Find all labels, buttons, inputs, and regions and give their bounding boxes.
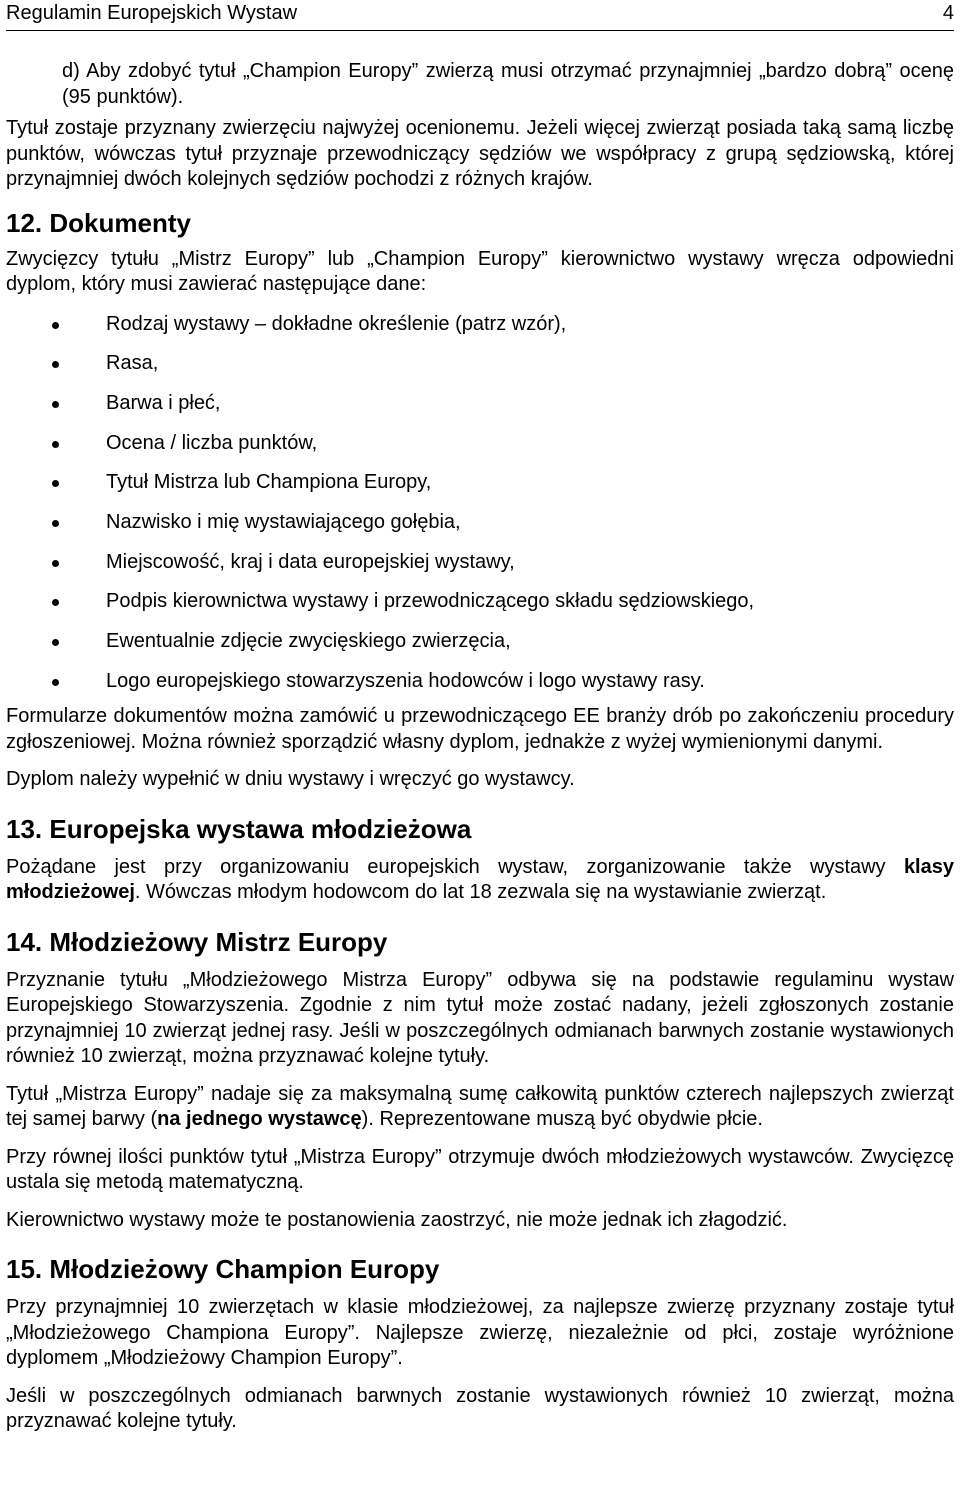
- page-header: [6, 0, 954, 31]
- list-item: Rodzaj wystawy – dokładne określenie (patrz wzór),: [6, 312, 954, 338]
- bullet-icon: [52, 441, 59, 448]
- document-title: Regulamin Europejskich Wystaw: [6, 2, 298, 24]
- section-14-paragraph-4: Kierownictwo wystawy może te postanowienia zaostrzyć, nie może jednak ich złagodzić.: [6, 1208, 788, 1231]
- list-item: Miejscowość, kraj i data europejskiej wystawy,: [6, 550, 954, 576]
- bullet-icon: [52, 599, 59, 606]
- section-14-paragraph-1: Przyznanie tytułu „Młodzieżowego Mistrza Europy” odbywa się na podstawie regulaminu wystaw Europejskiego Stowarzyszenia. Zgodnie z nim tytuł może zostać nadany, jeżeli zgłoszonych zostanie przynajmniej 10 zwierząt jednej rasy. Jeśli w poszczególnych odmianach barwnych zostanie wystawionych również 10 zwierząt, można przyznawać kolejne tytuły.: [6, 968, 954, 1068]
- section-13-heading: 13. Europejska wystawa młodzieżowa: [6, 813, 472, 844]
- list-item: Ewentualnie zdjęcie zwycięskiego zwierzęcia,: [6, 629, 954, 655]
- section-14-heading: 14. Młodzieżowy Mistrz Europy: [6, 926, 388, 957]
- bullet-icon: [52, 679, 59, 686]
- bullet-icon: [52, 520, 59, 527]
- section-14-paragraph-3: Przy równej ilości punktów tytuł „Mistrza Europy” otrzymuje dwóch młodzieżowych wystawców. Zwycięzcę ustala się metodą matematyczną.: [6, 1145, 954, 1194]
- bullet-icon: [52, 560, 59, 567]
- document-body: [6, 59, 954, 1435]
- list-item: Barwa i płeć,: [6, 391, 954, 417]
- bullet-icon: [52, 401, 59, 408]
- section-12-intro: Zwycięzcy tytułu „Mistrz Europy” lub „Champion Europy” kierownictwo wystawy wręcza odpowiedni dyplom, który musi zawierać następujące dane:: [6, 247, 954, 295]
- list-item: Ocena / liczba punktów,: [6, 431, 954, 457]
- award-paragraph: Tytuł zostaje przyznany zwierzęciu najwyżej ocenionemu. Jeżeli więcej zwierząt posiada taką samą liczbę punktów, wówczas tytuł przyznaje przewodniczący sędziów we współpracy z grupą sędziowską, której przynajmniej dwóch kolejnych sędziów pochodzi z różnych krajów.: [6, 117, 954, 190]
- section-15-heading: 15. Młodzieżowy Champion Europy: [6, 1254, 440, 1285]
- section-15-paragraph-1: Przy przynajmniej 10 zwierzętach w klasie młodzieżowej, za najlepsze zwierzę przyznany zostaje tytuł „Młodzieżowego Championa Europy”. Najlepsze zwierzę, niezależnie od płci, zostaje wyróżnione dyplomem „Młodzieżowy Champion Europy”.: [6, 1296, 954, 1370]
- item-d: d) Aby zdobyć tytuł „Champion Europy” zwierzą musi otrzymać przynajmniej „bardzo dobrą” ocenę (95 punktów).: [62, 60, 954, 108]
- list-item: Logo europejskiego stowarzyszenia hodowców i logo wystawy rasy.: [6, 669, 954, 695]
- bullet-icon: [52, 639, 59, 646]
- section-14-paragraph-2: Tytuł „Mistrza Europy” nadaje się za maksymalną sumę całkowitą punktów czterech najlepszych zwierząt tej samej barwy (na jednego wystawcę). Reprezentowane muszą być obydwie płcie.: [6, 1082, 954, 1131]
- bullet-icon: [52, 322, 59, 329]
- diploma-requirements-list: [6, 312, 954, 695]
- fill-diploma-paragraph: Dyplom należy wypełnić w dniu wystawy i wręczyć go wystawcy.: [6, 768, 575, 791]
- list-item: Nazwisko i mię wystawiającego gołębia,: [6, 510, 954, 536]
- forms-paragraph: Formularze dokumentów można zamówić u przewodniczącego EE branży drób po zakończeniu procedury zgłoszeniowej. Można również sporządzić własny dyplom, jednakże z wyżej wymienionymi danymi.: [6, 705, 954, 753]
- section-13-paragraph: Pożądane jest przy organizowaniu europejskich wystaw, zorganizowanie także wystawy klasy młodzieżowej. Wówczas młodym hodowcom do lat 18 zezwala się na wystawianie zwierząt.: [6, 855, 954, 904]
- list-item: Tytuł Mistrza lub Championa Europy,: [6, 470, 954, 496]
- list-item: Rasa,: [6, 351, 954, 377]
- list-item: Podpis kierownictwa wystawy i przewodniczącego składu sędziowskiego,: [6, 589, 954, 615]
- section-12-heading: 12. Dokumenty: [6, 207, 191, 238]
- bullet-icon: [52, 480, 59, 487]
- bullet-icon: [52, 361, 59, 368]
- section-15-paragraph-2: Jeśli w poszczególnych odmianach barwnych zostanie wystawionych również 10 zwierząt, można przyznawać kolejne tytuły.: [6, 1384, 954, 1433]
- page-number: 4: [942, 2, 954, 24]
